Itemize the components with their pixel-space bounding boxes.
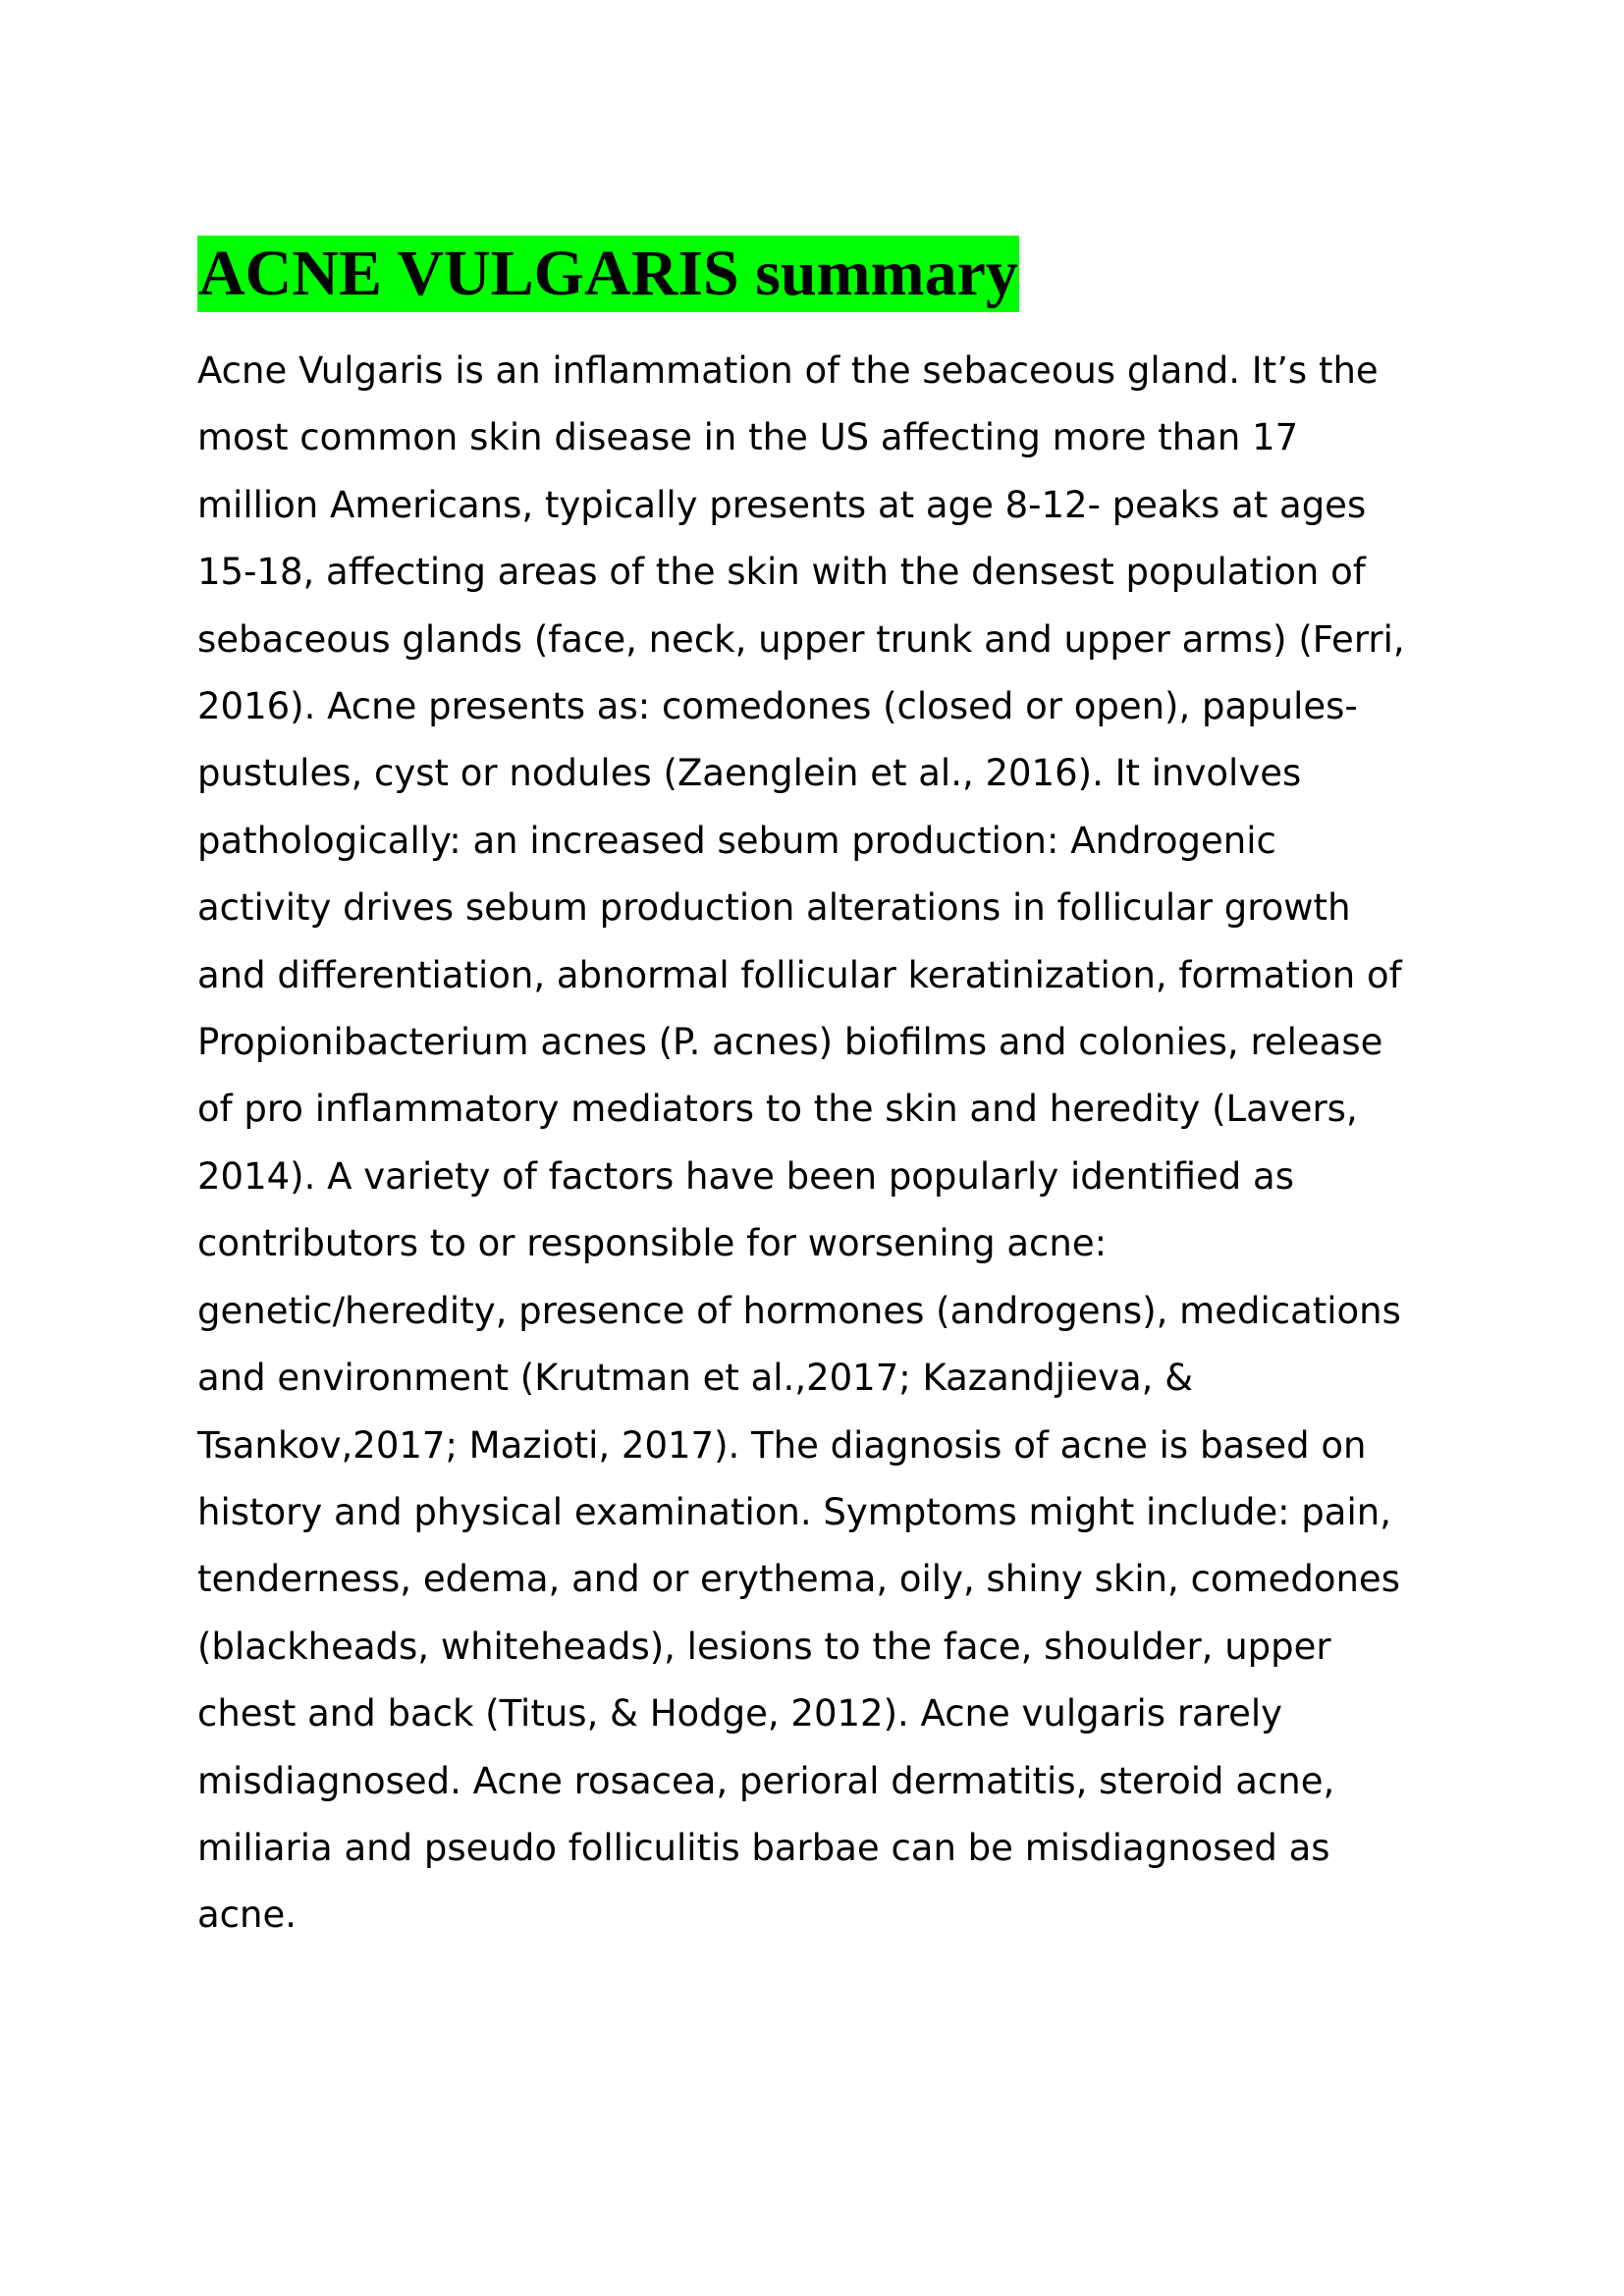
paragraph-line: 2016). Acne presents as: comedones (closed or open), papules- — [197, 685, 1358, 728]
document-title: ACNE VULGARIS summary — [197, 236, 1019, 312]
paragraph-line: acne. — [197, 1894, 297, 1937]
paragraph-line: genetic/heredity, presence of hormones (androgens), medications — [197, 1289, 1401, 1332]
paragraph-line: and differentiation, abnormal follicular keratinization, formation of — [197, 953, 1402, 996]
paragraph-line: history and physical examination. Symptoms might include: pain, — [197, 1490, 1391, 1533]
paragraph-line: misdiagnosed. Acne rosacea, perioral dermatitis, steroid acne, — [197, 1759, 1335, 1802]
paragraph-line: Propionibacterium acnes (P. acnes) biofilms and colonies, release — [197, 1021, 1383, 1064]
paragraph-line: pustules, cyst or nodules (Zaenglein et al., 2016). It involves — [197, 752, 1302, 795]
paragraph-line: pathologically: an increased sebum production: Androgenic — [197, 819, 1276, 862]
paragraph-line: and environment (Krutman et al.,2017; Kazandjieva, & — [197, 1357, 1194, 1400]
paragraph-line: Acne Vulgaris is an inflammation of the sebaceous gland. It’s the — [197, 349, 1379, 392]
paragraph-line: of pro inflammatory mediators to the skin and heredity (Lavers, — [197, 1088, 1358, 1131]
paragraph-line: miliaria and pseudo folliculitis barbae can be misdiagnosed as — [197, 1826, 1330, 1869]
paragraph-line: (blackheads, whiteheads), lesions to the face, shoulder, upper — [197, 1625, 1331, 1668]
paragraph-line: million Americans, typically presents at age 8-12- peaks at ages — [197, 483, 1367, 526]
paragraph-line: contributors to or responsible for worsening acne: — [197, 1222, 1108, 1265]
paragraph-line: chest and back (Titus, & Hodge, 2012). Acne vulgaris rarely — [197, 1692, 1283, 1735]
paragraph-line: most common skin disease in the US affecting more than 17 — [197, 416, 1299, 459]
paragraph-line: Tsankov,2017; Mazioti, 2017). The diagnosis of acne is based on — [197, 1423, 1367, 1467]
paragraph-line: 2014). A variety of factors have been popularly identified as — [197, 1154, 1295, 1198]
paragraph-line: tenderness, edema, and or erythema, oily, shiny skin, comedones — [197, 1558, 1400, 1601]
body-paragraph — [197, 338, 1405, 1949]
paragraph-line: activity drives sebum production alterations in follicular growth — [197, 886, 1351, 930]
paragraph-line: sebaceous glands (face, neck, upper trunk and upper arms) (Ferri, — [197, 617, 1405, 661]
paragraph-line: 15-18, affecting areas of the skin with the densest population of — [197, 551, 1366, 594]
